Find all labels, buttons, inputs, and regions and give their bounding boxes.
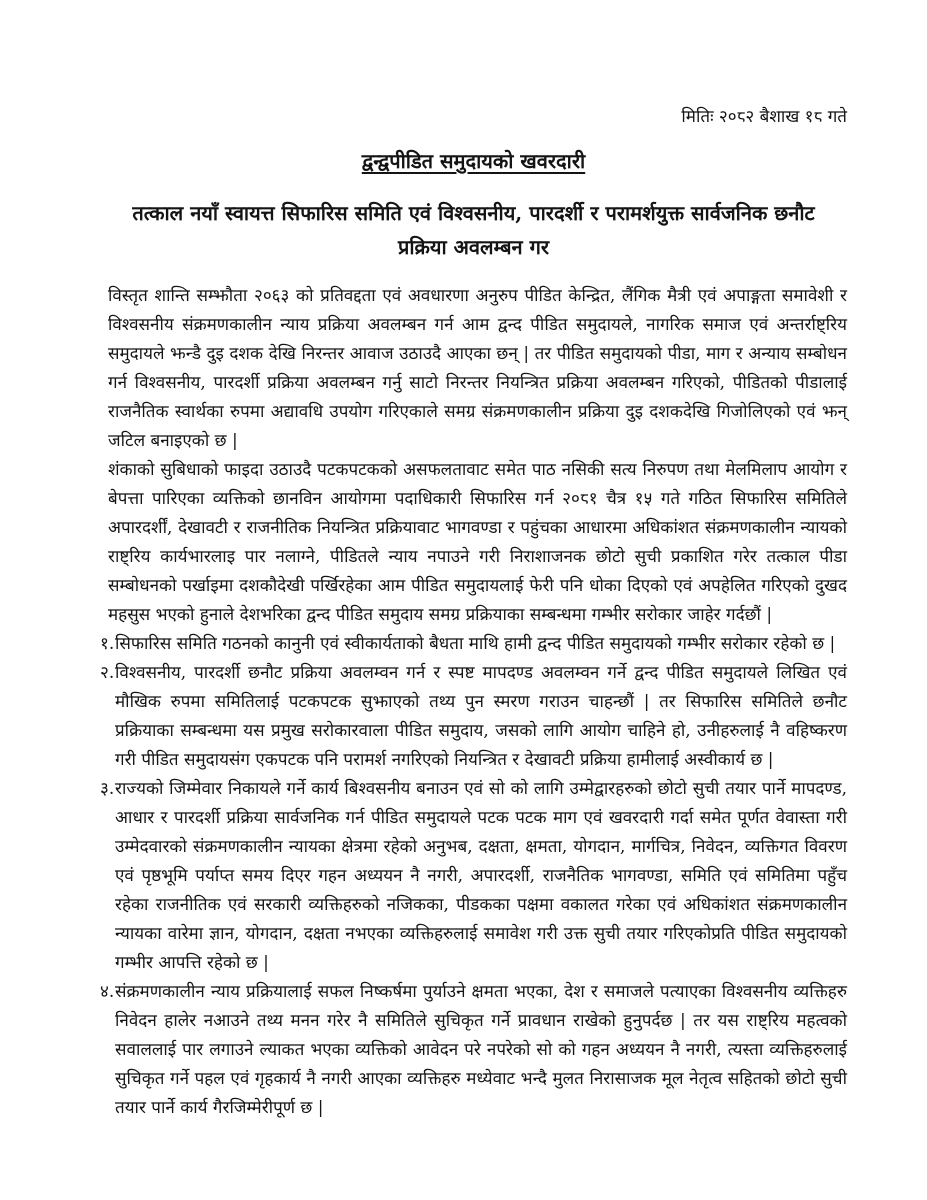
document-body [100,282,847,1123]
document-title [100,146,847,176]
paragraph-1: विस्तृत शान्ति सम्झौता २०६३ को प्रतिवद्दता एवं अवधारणा अनुरुप पीडित केन्द्रित, लैंगिक मैत्री एवं अपाङ्गता समावेशी र विश्वसनीय संक्रमणकालीन न्याय प्रक्रिया अवलम्बन गर्न आम द्वन्द पीडित समुदायले, नागरिक समाज एवं अन्तर्राष्ट्रिय समुदायले झन्डै दुइ दशक देखि निरन्तर आवाज उठाउदै आएका छन् | तर पीडित समुदायको पीडा, माग र अन्याय सम्बोधन गर्न विश्वसनीय, पारदर्शी प्रक्रिया अवलम्बन गर्नु साटो निरन्तर नियन्त्रित प्रक्रिया अवलम्बन गरिएको, पीडितको पीडालाई राजनैतिक स्वार्थका रुपमा अद्यावधि उपयोग गरिएकाले समग्र संक्रमणकालीन प्रक्रिया दुइ दशकदेखि गिजोलिएको एवं झन् जटिल बनाइएको छ | [108,286,847,451]
document-content [100,0,847,1123]
numbered-list [100,630,847,1123]
list-item [100,775,847,978]
list-item-number: १. [100,634,115,654]
list-item [100,630,847,659]
list-item-text: संक्रमणकालीन न्याय प्रक्रियालाई सफल निष्कर्षमा पुर्याउने क्षमता भएका, देश र समाजले पत्याएका विश्वसनीय व्यक्तिहरु निवेदन हालेर नआउने तथ्य मनन गरेर नै समितिले सुचिकृत गर्ने प्रावधान राखेको हुनुपर्दछ | तर यस राष्ट्रिय महत्वको सवाललाई पार लगाउने ल्याकत भएका व्यक्तिको आवेदन परे नपरेको सो को गहन अध्ययन नै नगरी, त्यस्ता व्यक्तिहरुलाई सुचिकृत गर्ने पहल एवं गृहकार्य नै नगरी आएका व्यक्तिहरु मध्येवाट भन्दै मुलत निरासाजक मूल नेतृत्व सहितको छोटो सुची तयार पार्ने कार्य गैरजिम्मेरीपूर्ण छ | [115,982,847,1118]
list-item-text: राज्यको जिम्मेवार निकायले गर्ने कार्य बिश्वसनीय बनाउन एवं सो को लागि उम्मेद्वारहरुको छोटो सुची तयार पार्ने मापदण्ड, आधार र पारदर्शी प्रक्रिया सार्वजनिक गर्न पीडित समुदायले पटक पटक माग एवं खवरदारी गर्दा समेत पूर्णत वेवास्ता गरी उम्मेदवारको संक्रमणकालीन न्यायका क्षेत्रमा रहेको अनुभब, दक्षता, क्षमता, योगदान, मार्गचित्र, निवेदन, व्यक्तिगत विवरण एवं पृष्ठभूमि पर्याप्त समय दिएर गहन अध्ययन नै नगरी, अपारदर्शी, राजनैतिक भागवण्डा, समिति एवं समितिमा पहुँच रहेका राजनीतिक एवं सरकारी व्यक्तिहरुको नजिकका, पीडकका पक्षमा वकालत गरेका एवं अधिकांशत संक्रमणकालीन न्यायका वारेमा ज्ञान, योगदान, दक्षता नभएका व्यक्तिहरुलाई समावेश गरी उक्त सुची तयार गरिएकोप्रति पीडित समुदायको गम्भीर आपत्ति रहेको छ | [115,779,847,973]
document-title-text: द्वन्द्वपीडित समुदायको खवरदारी [361,149,586,173]
paragraph-2: शंकाको सुबिधाको फाइदा उठाउदै पटकपटकको असफलतावाट समेत पाठ नसिकी सत्य निरुपण तथा मेलमिलाप आयोग र बेपत्ता पारिएका व्यक्तिको छानविन आयोगमा पदाधिकारी सिफारिस गर्न २०८१ चैत्र १५ गते गठित सिफारिस समितिले अपारदर्शीं, देखावटी र राजनीतिक नियन्त्रित प्रक्रियावाट भागवण्डा र पहुंचका आधारमा अधिकांशत संक्रमणकालीन न्यायको राष्ट्रिय कार्यभारलाइ पार नलाग्ने, पीडितले न्याय नपाउने गरी निराशाजनक छोटो सुची प्रकाशित गरेर तत्काल पीडा सम्बोधनको पर्खाइमा दशकौदेखी पर्खिरहेका आम पीडित समुदायलाई फेरी पनि धोका दिएको एवं अपहेलित गरिएको दुखद महसुस भएको हुनाले देशभरिका द्वन्द पीडित समुदाय समग्र प्रक्रियाका सम्बन्धमा गम्भीर सरोकार जाहेर गर्दछौं | [108,460,847,625]
date-line: मितिः २०८२ बैशाख १८ गते [681,107,847,127]
list-item-number: ३. [100,779,115,799]
list-item-number: २. [100,663,115,683]
list-item-text: विश्वसनीय, पारदर्शी छनौट प्रक्रिया अवलम्वन गर्न र स्पष्ट मापदण्ड अवलम्वन गर्ने द्वन्द पीडित समुदायले लिखित एवं मौखिक रुपमा समितिलाई पटकपटक सुझाएको तथ्य पुन स्मरण गराउन चाहन्छौं | तर सिफारिस समितिले छनौट प्रक्रियाका सम्बन्धमा यस प्रमुख सरोकारवाला पीडित समुदाय, जसको लागि आयोग चाहिने हो, उनीहरुलाई नै वहिष्करण गरी पीडित समुदायसंग एकपटक पनि परामर्श नगरिएको नियन्त्रित र देखावटी प्रक्रिया हामीलाई अस्वीकार्य छ | [115,663,847,770]
list-item-number: ४. [100,982,115,1002]
list-item-text: सिफारिस समिति गठनको कानुनी एवं स्वीकार्यताको बैधता माथि हामी द्वन्द पीडित समुदायको गम्भीर सरोकार रहेको छ | [115,634,836,654]
list-item [100,659,847,775]
list-item [100,978,847,1123]
document-subtitle: तत्काल नयाँ स्वायत्त सिफारिस समिति एवं विश्वसनीय, पारदर्शी र परामर्शयुक्त सार्वजनिक छनौट प्रक्रिया अवलम्बन गर [132,201,815,259]
